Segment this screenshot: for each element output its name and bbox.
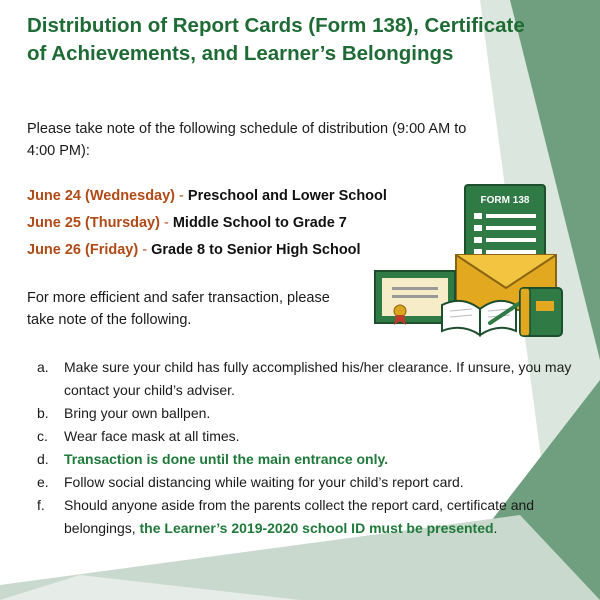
list-item bbox=[37, 471, 577, 494]
list-marker: d. bbox=[37, 451, 49, 467]
schedule-row bbox=[27, 210, 387, 237]
page-title: Distribution of Report Cards (Form 138), Certificate of Achievements, and Learner’s Belongings bbox=[27, 14, 525, 65]
schedule-date: June 25 (Thursday) bbox=[27, 215, 160, 231]
schedule-separator: - bbox=[138, 242, 152, 258]
list-item bbox=[37, 494, 577, 540]
schedule-row bbox=[27, 237, 387, 264]
list-marker: e. bbox=[37, 474, 49, 490]
schedule-date: June 24 (Wednesday) bbox=[27, 188, 176, 204]
schedule-date: June 26 (Friday) bbox=[27, 242, 139, 258]
list-item bbox=[37, 448, 577, 471]
form-label: FORM 138 bbox=[480, 195, 530, 206]
schedule-description: Grade 8 to Senior High School bbox=[151, 242, 361, 258]
list-marker: b. bbox=[37, 405, 49, 421]
green-book-icon bbox=[520, 288, 562, 336]
list-item-text: Should anyone aside from the parents collect the report card, certificate and belongings, bbox=[64, 497, 535, 536]
schedule-row bbox=[27, 183, 387, 210]
list-item-text: Follow social distancing while waiting for your child’s report card. bbox=[64, 474, 464, 490]
list-item-text: Bring your own ballpen. bbox=[64, 405, 211, 421]
list-marker: a. bbox=[37, 359, 49, 375]
schedule-list bbox=[27, 183, 387, 264]
intro-text: Please take note of the following schedule of distribution (9:00 AM to 4:00 PM): bbox=[27, 121, 467, 159]
schedule-description: Preschool and Lower School bbox=[187, 188, 387, 204]
list-item-highlight: the Learner’s 2019-2020 school ID must be presented bbox=[139, 520, 494, 536]
list-item-text: Wear face mask at all times. bbox=[64, 428, 240, 444]
instructions-list bbox=[37, 356, 577, 540]
list-item bbox=[37, 402, 577, 425]
report-card-illustration bbox=[370, 183, 570, 343]
list-marker: c. bbox=[37, 428, 48, 444]
list-item-text: Make sure your child has fully accomplished his/her clearance. If unsure, you may contact your child’s adviser. bbox=[64, 359, 572, 398]
schedule-separator: - bbox=[159, 215, 173, 231]
list-item-tail: . bbox=[493, 520, 498, 536]
list-item bbox=[37, 356, 577, 402]
list-item-highlight: Transaction is done until the main entrance only. bbox=[64, 451, 389, 467]
list-marker: f. bbox=[37, 497, 45, 513]
schedule-separator: - bbox=[175, 188, 188, 204]
note-text: For more efficient and safer transaction, please take note of the following. bbox=[27, 290, 330, 328]
schedule-description: Middle School to Grade 7 bbox=[172, 215, 347, 231]
list-item bbox=[37, 425, 577, 448]
